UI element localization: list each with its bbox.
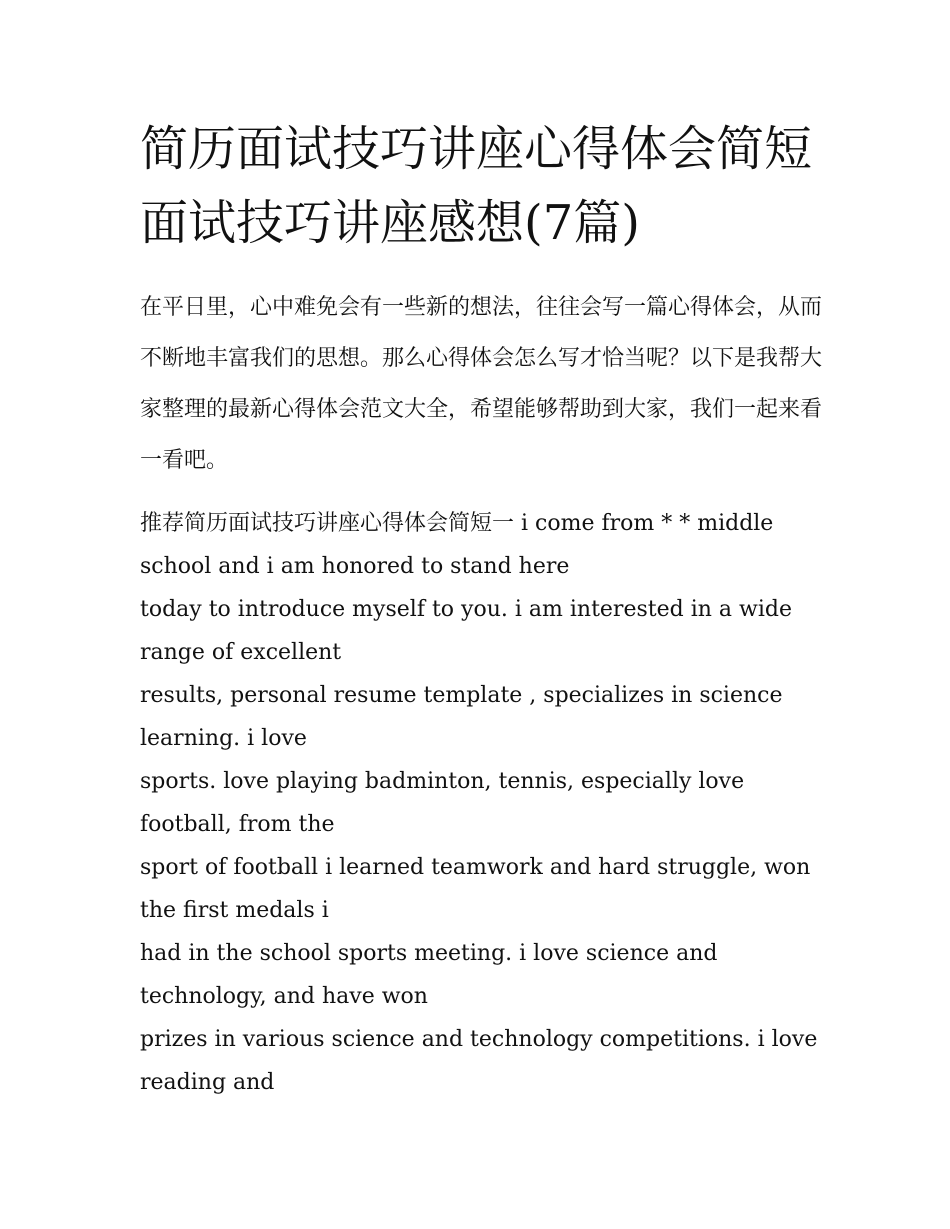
body-line: sport of football i learned teamwork and hard struggle, won the first medals i [140,855,811,923]
body-line: today to introduce myself to you. i am interested in a wide range of excellent [140,597,792,665]
body-line: results, personal resume template , specializes in science learning. i love [140,683,783,751]
document-title: 简历面试技巧讲座心得体会简短 面试技巧讲座感想(7篇) [140,121,813,251]
intro-paragraph: 在平日里，心中难免会有一些新的想法，往往会写一篇心得体会，从而不断地丰富我们的思想。那么心得体会怎么写才恰当呢？以下是我帮大家整理的最新心得体会范文大全，希望能够帮助到大家，我们一起来看一看吧。 [140,295,823,473]
body-line: had in the school sports meeting. i love science and technology, and have won [140,941,718,1009]
body-line: 推荐简历面试技巧讲座心得体会简短一 i come from * * middle school and i am honored to stand here [140,511,774,579]
body-line: sports. love playing badminton, tennis, especially love football, from the [140,769,745,837]
document-page [140,112,830,1104]
body-text [140,502,830,1104]
body-line: prizes in various science and technology competitions. i love reading and [140,1027,818,1095]
